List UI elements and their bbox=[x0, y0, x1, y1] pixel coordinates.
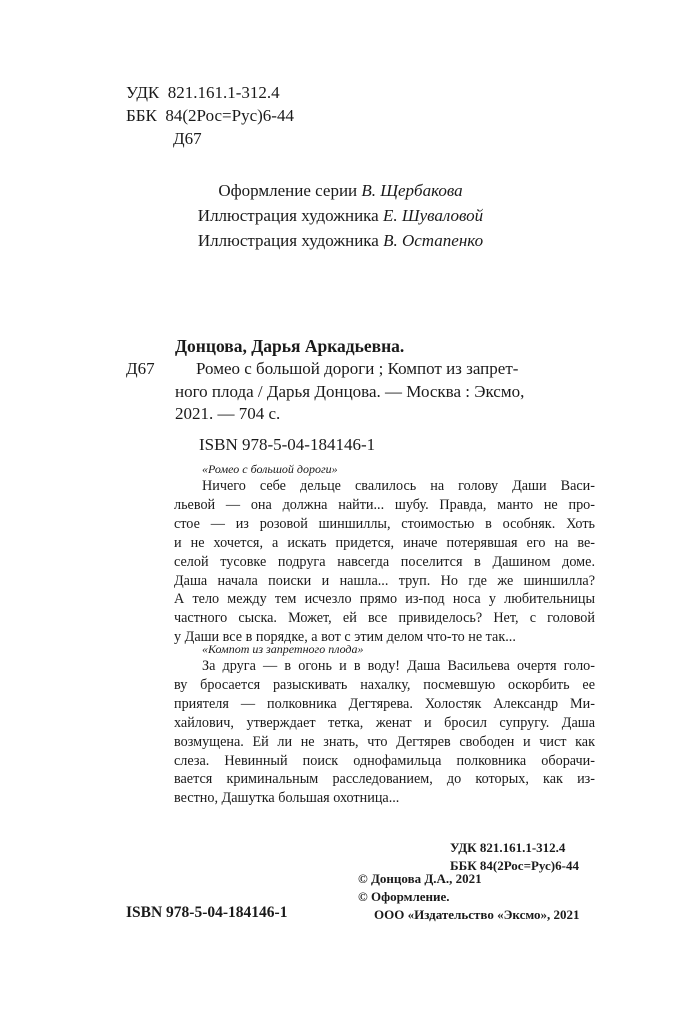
annotation-line: хайлович, утверждает тетка, женат и бросил супругу. Даша bbox=[174, 714, 595, 731]
annotation-line: возмущена. Ей ли не знать, что Дегтярев свободен и чист как bbox=[174, 733, 595, 750]
annotation-text bbox=[174, 657, 595, 808]
bbk-line bbox=[126, 104, 294, 128]
udk-label: УДК bbox=[126, 83, 160, 102]
footer-isbn: ISBN 978-5-04-184146-1 bbox=[126, 904, 288, 921]
copyright-publisher: ООО «Издательство «Эксмо», 2021 bbox=[374, 907, 580, 922]
annotation-line: частного сыска. Может, ей все привиделось? Нет, с головой bbox=[174, 610, 595, 627]
author-mark-top: Д67 bbox=[173, 129, 202, 148]
credit-line: Иллюстрация художника В. Остапенко bbox=[197, 231, 484, 250]
annotation-line: приятеля — полковника Дегтярева. Холостяк Александр Ми- bbox=[174, 695, 595, 712]
copyright-author: © Донцова Д.А., 2021 bbox=[358, 871, 482, 886]
credit-line: Иллюстрация художника Е. Шуваловой bbox=[197, 206, 484, 225]
annotation-line: у Даши все в порядке, а вот с этим делом что-то не так... bbox=[174, 629, 516, 646]
annotation-text bbox=[174, 477, 595, 647]
bib-mark: Д67 bbox=[126, 359, 155, 378]
bbk-value: 84(2Рос=Рус)6-44 bbox=[165, 106, 294, 125]
footer-udk: УДК 821.161.1-312.4 bbox=[450, 840, 566, 855]
annotation-line: А тело между тем исчезло прямо из-под носа у любительницы bbox=[174, 591, 595, 608]
bib-line-1: Ромео с большой дороги ; Компот из запрет- bbox=[196, 359, 519, 378]
annotation-line: Ничего себе дельце свалилось на голову Даши Васи- bbox=[202, 478, 595, 494]
annotation-line: слеза. Невинный поиск однофамильца полковника оборачи- bbox=[174, 752, 595, 769]
annotation-line: стое — из розовой шиншиллы, стоимостью в особняк. Хоть bbox=[174, 515, 595, 532]
credits-block bbox=[0, 178, 681, 253]
annotation-line: Даша начала поиски и нашла... труп. Но где же шиншилла? bbox=[174, 572, 595, 589]
annotation-line: За друга — в огонь и в воду! Даша Васильева очертя голо- bbox=[202, 658, 595, 674]
annotation-heading: «Компот из запретного плода» bbox=[202, 642, 364, 656]
bib-author: Донцова, Дарья Аркадьевна. bbox=[175, 336, 405, 356]
bib-line-3: 2021. — 704 с. bbox=[175, 404, 281, 423]
annotation-line: ву бросается разыскивать нахалку, посмевшую оскорбить ее bbox=[174, 676, 595, 693]
copyright-design: © Оформление. bbox=[358, 889, 450, 904]
footer-bbk: ББК 84(2Рос=Рус)6-44 bbox=[450, 858, 579, 873]
annotation-line: вается криминальным расследованием, до которых, как из- bbox=[174, 771, 595, 788]
bib-line-2: ного плода / Дарья Донцова. — Москва : Эксмо, bbox=[175, 382, 525, 401]
udk-line bbox=[126, 81, 280, 105]
bib-isbn: ISBN 978-5-04-184146-1 bbox=[199, 435, 376, 454]
annotation-line: вестно, Дашутка большая охотница... bbox=[174, 790, 400, 807]
credit-line: Оформление серии В. Щербакова bbox=[218, 181, 463, 200]
annotation-line: льевой — она должна найти... шубу. Правда, манто не про- bbox=[174, 496, 595, 513]
bbk-label: ББК bbox=[126, 106, 157, 125]
udk-value: 821.161.1-312.4 bbox=[167, 83, 280, 102]
annotation-heading: «Ромео с большой дороги» bbox=[202, 462, 338, 476]
annotation-line: селой тусовке подруга навсегда поселится в Дашином доме. bbox=[174, 553, 595, 570]
annotation-line: и не хочется, а искать придется, иначе потерявшая его на ве- bbox=[174, 534, 595, 551]
